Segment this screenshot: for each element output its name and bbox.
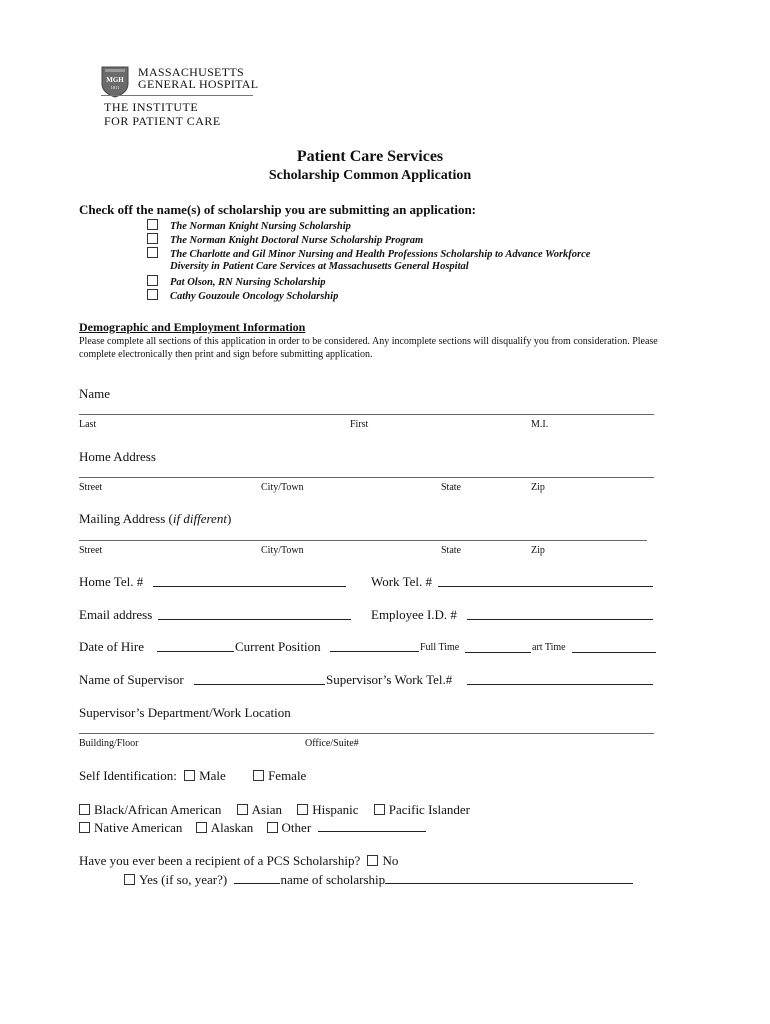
recipient-no-option[interactable]: No <box>363 853 398 868</box>
checkbox[interactable] <box>196 822 207 833</box>
recipient-year-field[interactable] <box>234 871 280 884</box>
institute-line2: FOR PATIENT CARE <box>104 114 221 128</box>
recipient-yes-option[interactable]: Yes (if so, year?) <box>124 872 227 887</box>
full-time-field[interactable] <box>465 640 531 653</box>
zip-caption: Zip <box>531 545 545 556</box>
street-caption: Street <box>79 482 103 493</box>
city-caption: City/Town <box>261 482 304 493</box>
supervisor-name-label: Name of Supervisor <box>79 672 184 687</box>
section-heading: Demographic and Employment Information <box>79 320 306 334</box>
self-identification-label: Self Identification: <box>79 768 177 783</box>
scholarship-label: The Norman Knight Doctoral Nurse Scholarship Program <box>170 235 424 246</box>
checkbox[interactable] <box>267 822 278 833</box>
street-caption: Street <box>79 545 103 556</box>
ethnicity-option[interactable]: Alaskan <box>196 820 254 835</box>
department-field[interactable] <box>79 733 654 734</box>
seal-text: MGH <box>106 76 124 84</box>
scholarship-option[interactable] <box>147 219 351 232</box>
section-note: Please complete all sections of this application in order to be considered. Any incomplete sections will disqualify you from consideration. Please complete electronically then print and sign before submitting application. <box>79 336 658 360</box>
male-option[interactable]: Male <box>184 768 226 783</box>
recipient-question: Have you ever been a recipient of a PCS Scholarship? <box>79 853 361 868</box>
date-of-hire-label: Date of Hire <box>79 639 144 654</box>
last-name-caption: Last <box>79 419 97 430</box>
supervisor-work-tel-field[interactable] <box>467 672 653 685</box>
ethnicity-row-2 <box>79 819 426 836</box>
ethnicity-option[interactable]: Asian <box>237 802 282 817</box>
ethnicity-option[interactable]: Hispanic <box>297 802 358 817</box>
scholarship-label: Pat Olson, RN Nursing Scholarship <box>170 277 326 288</box>
first-name-caption: First <box>350 419 369 430</box>
scholarship-option[interactable] <box>147 289 338 302</box>
office-caption: Office/Suite# <box>305 738 359 749</box>
date-of-hire-field[interactable] <box>157 639 234 652</box>
full-time-label: Full Time <box>420 642 460 653</box>
page-title: Patient Care Services <box>296 148 444 165</box>
home-tel-label: Home Tel. # <box>79 574 144 589</box>
mgh-logo <box>101 66 261 130</box>
current-position-label: Current Position <box>235 639 321 654</box>
checkbox[interactable] <box>237 804 248 815</box>
name-field[interactable] <box>79 414 654 415</box>
scholarship-option[interactable] <box>147 233 423 246</box>
scholarship-label-continued: Diversity in Patient Care Services at Massachusetts General Hospital <box>170 261 469 272</box>
self-identification-row <box>79 768 306 784</box>
checkbox[interactable] <box>147 233 158 244</box>
institute-line1: THE INSTITUTE <box>104 100 199 114</box>
part-time-field[interactable] <box>572 640 656 653</box>
checkbox[interactable] <box>79 822 90 833</box>
ethnicity-option[interactable]: Other <box>267 820 312 835</box>
scholarship-name-label: name of scholarship <box>280 872 386 887</box>
zip-caption: Zip <box>531 482 545 493</box>
checkbox[interactable] <box>147 219 158 230</box>
home-address-field[interactable] <box>79 477 654 478</box>
ethnicity-option[interactable]: Native American <box>79 820 182 835</box>
email-field[interactable] <box>158 607 351 620</box>
home-address-label: Home Address <box>79 449 156 464</box>
supervisor-work-tel-label: Supervisor’s Work Tel.# <box>326 672 453 687</box>
checkbox[interactable] <box>374 804 385 815</box>
scholarship-option[interactable] <box>147 247 590 260</box>
page-subtitle: Scholarship Common Application <box>268 168 472 183</box>
work-tel-field[interactable] <box>438 574 653 587</box>
mailing-address-field[interactable] <box>79 540 647 541</box>
scholarship-instruction: Check off the name(s) of scholarship you are submitting an application: <box>79 202 477 217</box>
name-label: Name <box>79 386 111 401</box>
state-caption: State <box>441 545 461 556</box>
department-label: Supervisor’s Department/Work Location <box>79 705 291 720</box>
ethnicity-row-1 <box>79 802 470 818</box>
scholarship-label: The Norman Knight Nursing Scholarship <box>170 221 351 232</box>
state-caption: State <box>441 482 461 493</box>
mailing-address-label: Mailing Address (if different) <box>79 511 232 526</box>
email-label: Email address <box>79 607 153 622</box>
checkbox[interactable] <box>147 247 158 258</box>
scholarship-label: The Charlotte and Gil Minor Nursing and Health Professions Scholarship to Advance Workforce <box>170 249 591 260</box>
logo-divider <box>101 95 253 96</box>
ethnicity-option[interactable]: Black/African American <box>79 802 221 817</box>
supervisor-name-field[interactable] <box>194 672 325 685</box>
scholarship-name-field[interactable] <box>385 871 633 884</box>
work-tel-label: Work Tel. # <box>371 574 432 589</box>
seal-year: 1811 <box>110 85 120 90</box>
checkbox[interactable] <box>147 275 158 286</box>
employee-id-field[interactable] <box>467 607 653 620</box>
checkbox[interactable] <box>253 770 264 781</box>
checkbox[interactable] <box>297 804 308 815</box>
checkbox[interactable] <box>147 289 158 300</box>
part-time-label: art Time <box>532 642 566 653</box>
female-option[interactable]: Female <box>253 768 306 783</box>
checkbox[interactable] <box>79 804 90 815</box>
org-name-line2: GENERAL HOSPITAL <box>138 77 259 91</box>
checkbox[interactable] <box>184 770 195 781</box>
building-caption: Building/Floor <box>79 738 139 749</box>
city-caption: City/Town <box>261 545 304 556</box>
current-position-field[interactable] <box>330 639 419 652</box>
scholarship-option[interactable] <box>147 275 326 288</box>
middle-initial-caption: M.I. <box>531 419 549 430</box>
org-name-line1: MASSACHUSETTS <box>138 65 244 79</box>
recipient-yes-row <box>124 871 633 888</box>
other-ethnicity-field[interactable] <box>318 819 426 832</box>
scholarship-label: Cathy Gouzoule Oncology Scholarship <box>170 291 339 302</box>
ethnicity-option[interactable]: Pacific Islander <box>374 802 470 817</box>
employee-id-label: Employee I.D. # <box>371 607 457 622</box>
checkbox[interactable] <box>367 855 378 866</box>
checkbox[interactable] <box>124 874 135 885</box>
home-tel-field[interactable] <box>153 574 346 587</box>
recipient-question-row <box>79 853 398 869</box>
